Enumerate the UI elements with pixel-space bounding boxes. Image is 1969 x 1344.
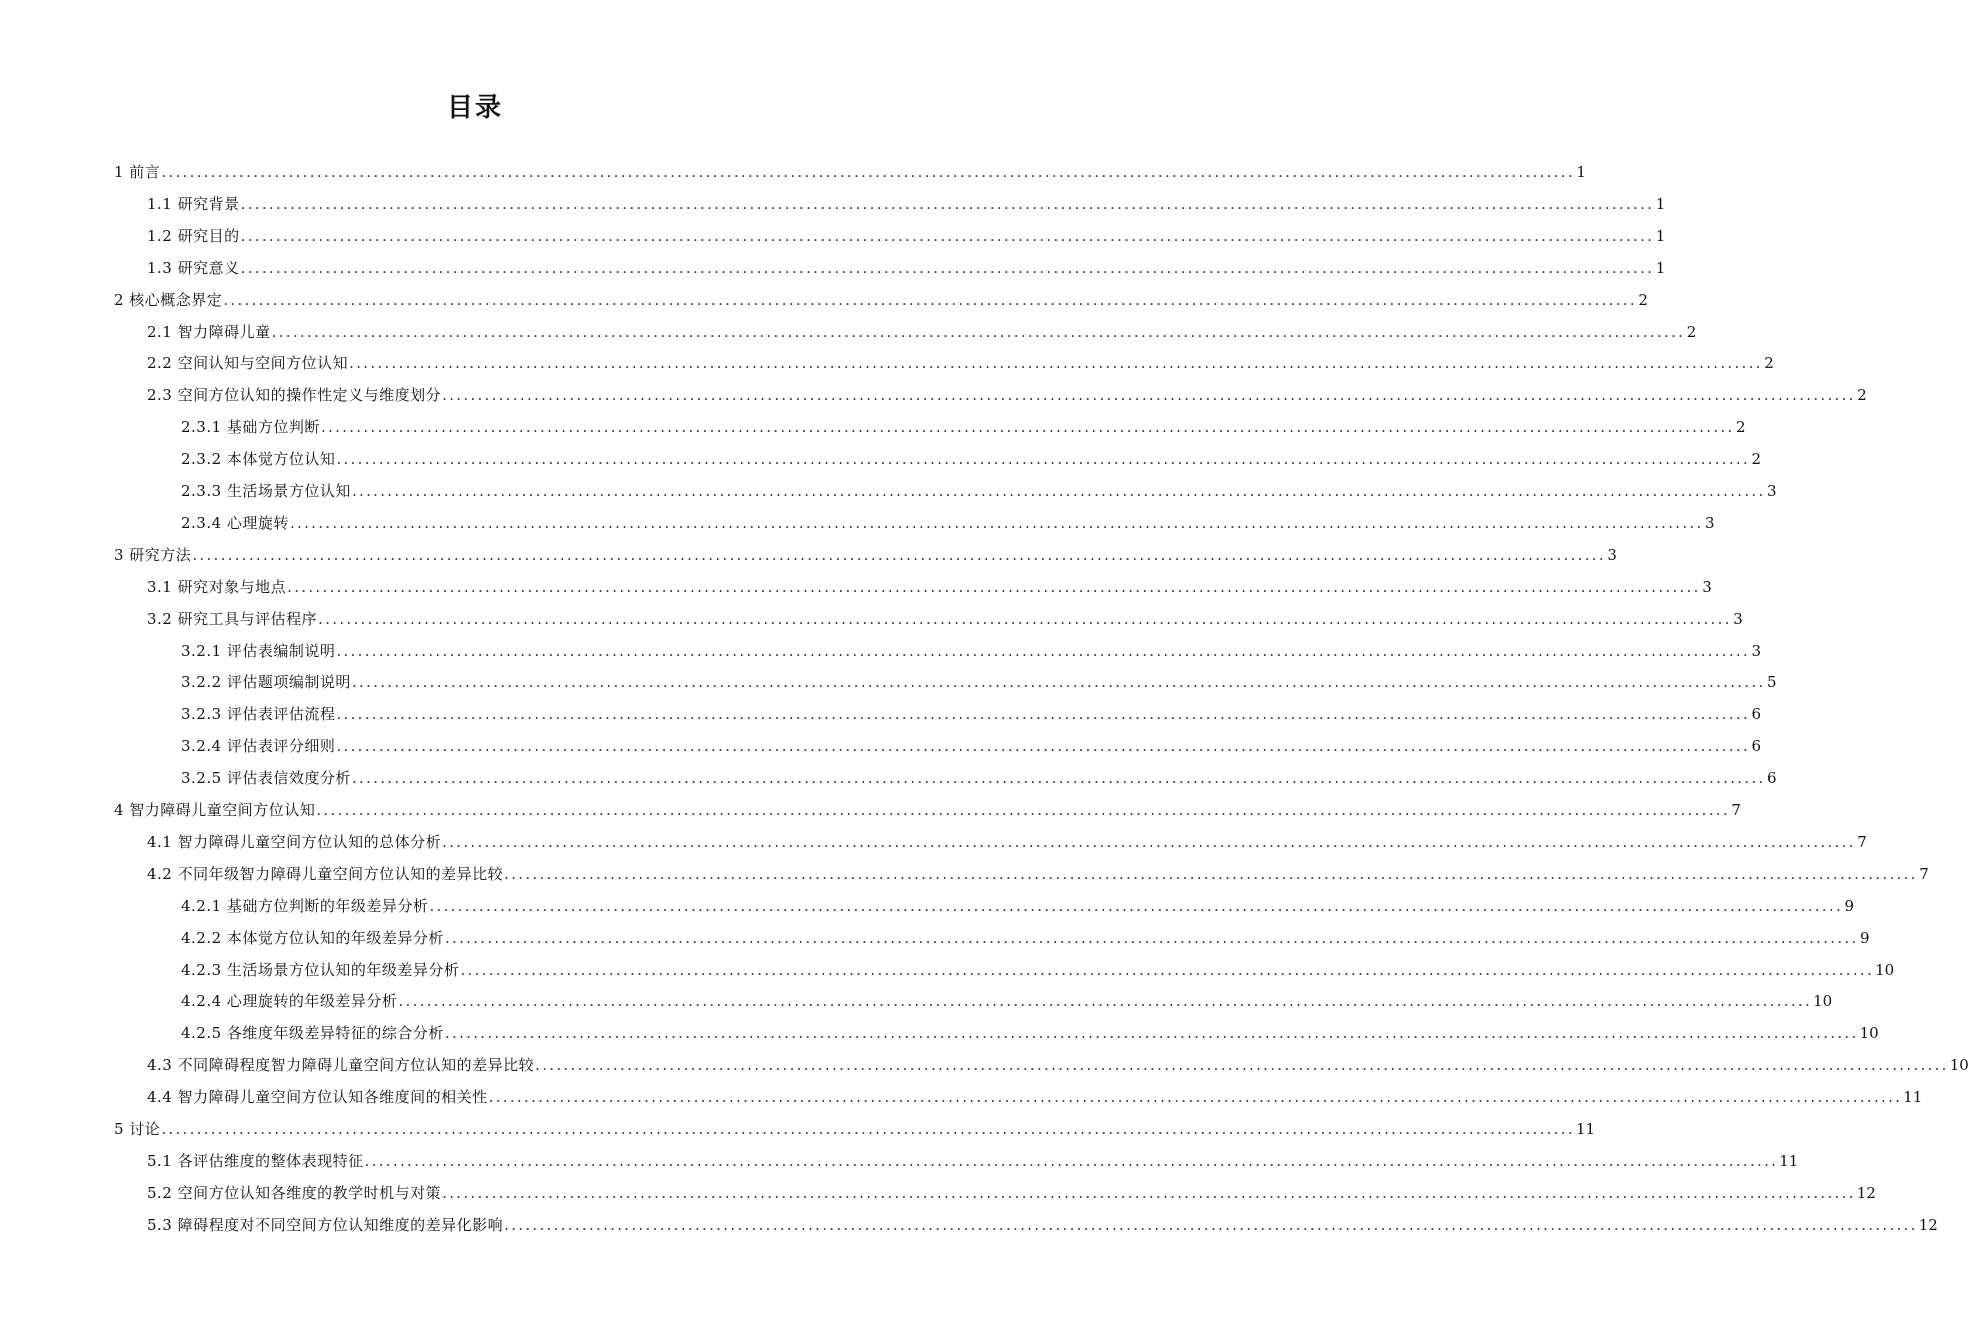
toc-entry[interactable] xyxy=(147,571,1712,603)
toc-entry-page-number: 12 xyxy=(1918,1215,1938,1234)
toc-leader-dots: ........................................................................................................................................................................................................ xyxy=(336,450,1751,469)
toc-leader-dots: ........................................................................................................................................................................................................ xyxy=(289,513,1704,532)
toc-leader-dots: ........................................................................................................................................................................................................ xyxy=(240,258,1655,277)
toc-entry-label: 4 智力障碍儿童空间方位认知 xyxy=(114,801,316,819)
toc-entry-label: 1.3 研究意义 xyxy=(147,258,240,277)
toc-entry-label: 2.2 空间认知与空间方位认知 xyxy=(147,354,349,373)
toc-leader-dots: ........................................................................................................................................................................................................ xyxy=(240,226,1655,245)
toc-entry-label: 3 研究方法 xyxy=(114,545,192,564)
toc-entry-page-number: 1 xyxy=(1655,226,1666,245)
toc-leader-dots: ........................................................................................................................................................................................................ xyxy=(460,960,1875,979)
toc-entry[interactable] xyxy=(147,603,1743,635)
toc-entry-label: 4.2.4 心理旋转的年级差异分析 xyxy=(181,992,398,1011)
toc-entry-label: 1 前言 xyxy=(114,163,161,181)
toc-leader-dots: ........................................................................................................................................................................................................ xyxy=(240,194,1655,213)
toc-entry-page-number: 9 xyxy=(1844,896,1855,915)
toc-entry-page-number: 12 xyxy=(1856,1183,1876,1202)
toc-entry-label: 5.3 障碍程度对不同空间方位认知维度的差异化影响 xyxy=(147,1215,504,1234)
toc-entry-page-number: 3 xyxy=(1733,609,1743,628)
toc-entry[interactable] xyxy=(147,316,1697,348)
toc-entry[interactable] xyxy=(147,220,1666,252)
toc-entry-label: 4.2 不同年级智力障碍儿童空间方位认知的差异比较 xyxy=(147,864,504,883)
toc-entry-label: 3.2.1 评估表编制说明 xyxy=(181,641,336,660)
toc-leader-dots: ........................................................................................................................................................................................................ xyxy=(444,1024,1859,1043)
toc-entry-label: 3.2.3 评估表评估流程 xyxy=(181,705,336,724)
toc-entry-label: 4.3 不同障碍程度智力障碍儿童空间方位认知的差异比较 xyxy=(147,1056,535,1075)
toc-leader-dots: ........................................................................................................................................................................................................ xyxy=(442,1183,1856,1202)
toc-entry-label: 2.3.4 心理旋转 xyxy=(181,513,289,532)
toc-entry-page-number: 11 xyxy=(1903,1088,1923,1107)
toc-entry[interactable] xyxy=(147,826,1867,858)
toc-entry-page-number: 2 xyxy=(1764,354,1774,373)
toc-leader-dots: ........................................................................................................................................................................................................ xyxy=(320,418,1735,437)
toc-leader-dots: ........................................................................................................................................................................................................ xyxy=(336,641,1751,660)
toc-leader-dots: ........................................................................................................................................................................................................ xyxy=(161,1120,1575,1138)
toc-entry-page-number: 2 xyxy=(1686,322,1697,341)
toc-leader-dots: ........................................................................................................................................................................................................ xyxy=(192,545,1606,564)
toc-entry-page-number: 11 xyxy=(1779,1151,1799,1170)
toc-leader-dots: ........................................................................................................................................................................................................ xyxy=(351,482,1766,500)
toc-entry-page-number: 10 xyxy=(1949,1056,1969,1075)
toc-entry[interactable] xyxy=(147,347,1774,379)
toc-entry-label: 2.3.3 生活场景方位认知 xyxy=(181,482,351,500)
toc-entry-label: 4.4 智力障碍儿童空间方位认知各维度间的相关性 xyxy=(147,1088,488,1107)
toc-entry-page-number: 10 xyxy=(1813,992,1833,1011)
toc-entry-label: 2 核心概念界定 xyxy=(114,290,223,309)
toc-entry[interactable] xyxy=(114,284,1648,316)
toc-entry-label: 2.3 空间方位认知的操作性定义与维度划分 xyxy=(147,386,442,405)
toc-entry-label: 2.3.1 基础方位判断 xyxy=(181,418,320,437)
toc-leader-dots: ........................................................................................................................................................................................................ xyxy=(444,928,1859,947)
toc-entry-page-number: 2 xyxy=(1751,450,1762,469)
toc-entry[interactable] xyxy=(181,698,1762,730)
toc-entry[interactable] xyxy=(147,1145,1799,1177)
toc-entry-label: 3.2.2 评估题项编制说明 xyxy=(181,673,351,692)
toc-entry-page-number: 2 xyxy=(1638,290,1648,309)
toc-entry-page-number: 3 xyxy=(1702,577,1712,596)
toc-entry-page-number: 2 xyxy=(1736,418,1746,437)
toc-entry-page-number: 11 xyxy=(1575,1120,1596,1138)
toc-entry-label: 5.2 空间方位认知各维度的教学时机与对策 xyxy=(147,1183,442,1202)
toc-entry-label: 5 讨论 xyxy=(114,1120,161,1138)
toc-entry[interactable] xyxy=(181,1017,1879,1049)
toc-leader-dots: ........................................................................................................................................................................................................ xyxy=(488,1088,1903,1107)
toc-entry-label: 3.1 研究对象与地点 xyxy=(147,577,287,596)
toc-entry-page-number: 10 xyxy=(1859,1024,1879,1043)
toc-entry-page-number: 1 xyxy=(1655,258,1666,277)
toc-leader-dots: ........................................................................................................................................................................................................ xyxy=(364,1151,1779,1170)
toc-entry[interactable] xyxy=(147,188,1666,220)
toc-entry-label: 3.2 研究工具与评估程序 xyxy=(147,609,318,628)
toc-entry[interactable] xyxy=(147,1177,1876,1209)
toc-leader-dots: ........................................................................................................................................................................................................ xyxy=(442,832,1856,851)
toc-entry[interactable] xyxy=(181,890,1855,922)
toc-entry-page-number: 6 xyxy=(1751,737,1762,756)
toc-entry-label: 2.3.2 本体觉方位认知 xyxy=(181,450,336,469)
toc-entry[interactable] xyxy=(114,794,1741,826)
toc-entry[interactable] xyxy=(114,539,1617,571)
toc-entry-page-number: 1 xyxy=(1655,194,1666,213)
toc-entry-page-number: 7 xyxy=(1857,832,1867,851)
toc-entry-label: 4.1 智力障碍儿童空间方位认知的总体分析 xyxy=(147,832,442,851)
toc-entry[interactable] xyxy=(114,156,1586,188)
toc-leader-dots: ........................................................................................................................................................................................................ xyxy=(336,737,1751,756)
toc-entry-page-number: 1 xyxy=(1576,163,1586,181)
toc-entry[interactable] xyxy=(181,475,1777,507)
toc-entry[interactable] xyxy=(147,379,1867,411)
toc-leader-dots: ........................................................................................................................................................................................................ xyxy=(535,1056,1949,1075)
toc-entry[interactable] xyxy=(181,985,1833,1017)
toc-entry-page-number: 7 xyxy=(1731,801,1741,819)
toc-leader-dots: ........................................................................................................................................................................................................ xyxy=(398,992,1813,1011)
toc-leader-dots: ........................................................................................................................................................................................................ xyxy=(223,290,1637,309)
toc-entry-label: 3.2.5 评估表信效度分析 xyxy=(181,769,351,788)
toc-entry[interactable] xyxy=(114,1113,1596,1145)
toc-entry[interactable] xyxy=(181,954,1895,986)
toc-entry-page-number: 3 xyxy=(1767,482,1777,500)
toc-entry-label: 1.2 研究目的 xyxy=(147,226,240,245)
toc-entry-page-number: 7 xyxy=(1919,864,1929,883)
toc-leader-dots: ........................................................................................................................................................................................................ xyxy=(161,163,1575,181)
toc-entry-label: 3.2.4 评估表评分细则 xyxy=(181,737,336,756)
toc-leader-dots: ........................................................................................................................................................................................................ xyxy=(429,896,1844,915)
toc-entry-label: 4.2.2 本体觉方位认知的年级差异分析 xyxy=(181,928,444,947)
toc-entry[interactable] xyxy=(181,922,1870,954)
toc-entry[interactable] xyxy=(147,1081,1923,1113)
toc-entry-page-number: 3 xyxy=(1705,513,1715,532)
toc-leader-dots: ........................................................................................................................................................................................................ xyxy=(504,1215,1918,1234)
toc-entry[interactable] xyxy=(147,1209,1938,1241)
toc-entry[interactable] xyxy=(181,443,1762,475)
toc-entry-label: 4.2.1 基础方位判断的年级差异分析 xyxy=(181,896,429,915)
toc-leader-dots: ........................................................................................................................................................................................................ xyxy=(351,673,1766,692)
toc-entry[interactable] xyxy=(181,730,1762,762)
toc-leader-dots: ........................................................................................................................................................................................................ xyxy=(336,705,1751,724)
toc-entry-label: 1.1 研究背景 xyxy=(147,194,240,213)
toc-leader-dots: ........................................................................................................................................................................................................ xyxy=(504,864,1918,883)
toc-entry[interactable] xyxy=(181,411,1746,443)
toc-entry-page-number: 5 xyxy=(1767,673,1777,692)
toc-entry[interactable] xyxy=(147,858,1929,890)
toc-entry[interactable] xyxy=(181,507,1715,539)
toc-entry[interactable] xyxy=(181,762,1777,794)
toc-entry[interactable] xyxy=(147,1049,1969,1081)
toc-entry-page-number: 2 xyxy=(1857,386,1867,405)
toc-leader-dots: ........................................................................................................................................................................................................ xyxy=(442,386,1856,405)
toc-leader-dots: ........................................................................................................................................................................................................ xyxy=(351,769,1766,788)
toc-leader-dots: ........................................................................................................................................................................................................ xyxy=(349,354,1763,373)
toc-leader-dots: ........................................................................................................................................................................................................ xyxy=(287,577,1701,596)
toc-entry-label: 4.2.5 各维度年级差异特征的综合分析 xyxy=(181,1024,444,1043)
toc-entry-page-number: 6 xyxy=(1751,705,1762,724)
toc-entry-page-number: 3 xyxy=(1607,545,1617,564)
toc-entry-label: 5.1 各评估维度的整体表现特征 xyxy=(147,1151,364,1170)
toc-entry-page-number: 9 xyxy=(1860,928,1870,947)
toc-entry-page-number: 10 xyxy=(1875,960,1895,979)
toc-entry-label: 4.2.3 生活场景方位认知的年级差异分析 xyxy=(181,960,460,979)
toc-entry-page-number: 6 xyxy=(1767,769,1777,788)
toc-entry-label: 2.1 智力障碍儿童 xyxy=(147,322,271,341)
toc-entry[interactable] xyxy=(181,635,1762,667)
toc-entry[interactable] xyxy=(181,666,1777,698)
toc-leader-dots: ........................................................................................................................................................................................................ xyxy=(271,322,1686,341)
page-title: 目录 xyxy=(446,93,503,123)
toc-entry-page-number: 3 xyxy=(1751,641,1762,660)
toc-entry[interactable] xyxy=(147,252,1666,284)
toc-leader-dots: ........................................................................................................................................................................................................ xyxy=(318,609,1732,628)
toc-leader-dots: ........................................................................................................................................................................................................ xyxy=(316,801,1730,819)
